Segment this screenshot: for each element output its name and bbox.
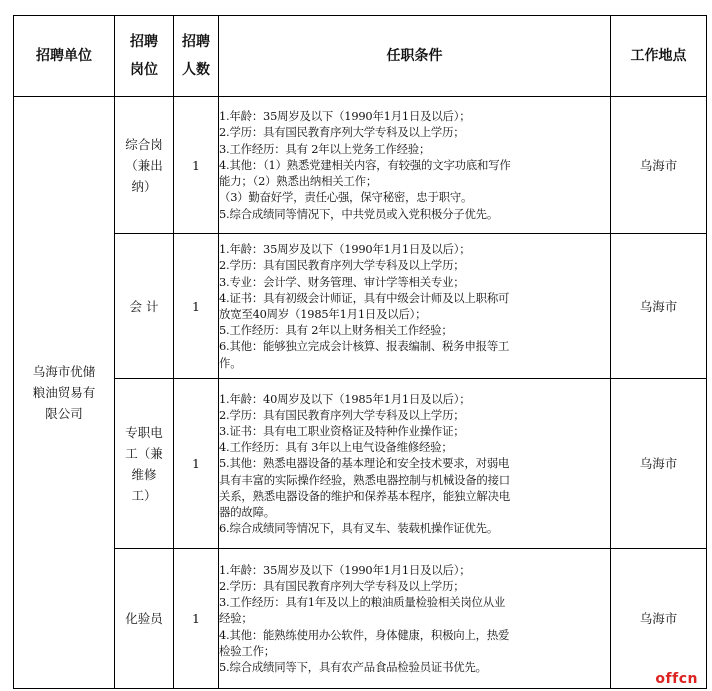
recruitment-table-wrapper (13, 15, 706, 689)
conditions-cell (219, 97, 611, 234)
condition-line: 5.综合成绩同等情况下，中共党员或入党积极分子优先。 (219, 206, 499, 221)
position-cell (115, 97, 174, 234)
conditions-cell (219, 379, 611, 549)
condition-line: 1.年龄：35周岁及以下（1990年1月1日及以后）； (219, 109, 471, 124)
position-line: 化验员 (125, 611, 163, 626)
condition-line: 放宽至40周岁（1985年1月1日及以后）； (219, 307, 427, 321)
condition-line: 经验； (219, 611, 253, 626)
header-unit: 招聘单位 (14, 16, 115, 97)
condition-line: 5.其他：熟悉电器设备的基本理论和安全技术要求，对弱电 (219, 456, 510, 471)
condition-line: 1.年龄：40周岁及以下（1985年1月1日及以后）； (219, 391, 471, 406)
condition-line: 能力；（2）熟悉出纳相关工作； (219, 174, 378, 189)
table-row (14, 379, 707, 549)
condition-line: 6.综合成绩同等情况下，具有叉车、装载机操作证优先。 (219, 521, 499, 536)
recruiting-unit-cell (14, 97, 115, 689)
position-line: 综合岗 (125, 136, 163, 152)
headcount-cell: 1 (174, 549, 219, 689)
condition-line: 1.年龄：35周岁及以下（1990年1月1日及以后）； (219, 562, 471, 577)
condition-line: 检验工作； (219, 643, 275, 658)
header-position-line-1: 招聘 (130, 34, 158, 50)
position-cell (115, 549, 174, 689)
recruitment-table (13, 15, 707, 689)
conditions-cell (219, 234, 611, 379)
position-line: 专职电 (125, 424, 163, 440)
condition-line: 4.工作经历：具有 3年以上电气设备维修经验； (219, 440, 453, 455)
header-location: 工作地点 (611, 16, 707, 97)
condition-line: 作。 (219, 355, 242, 370)
recruiting-unit-line: 粮油贸易有 (32, 385, 96, 400)
condition-line: 3.证书：具有电工职业资格证及特种作业操作证； (219, 423, 465, 438)
position-cell (115, 234, 174, 379)
work-location-cell: 乌海市 (611, 549, 707, 689)
condition-line: （3）勤奋好学，责任心强，保守秘密，忠于职守。 (219, 190, 473, 205)
header-conditions: 任职条件 (219, 16, 611, 97)
position-line: （兼出 (125, 157, 163, 173)
position-line: 工） (131, 487, 157, 503)
header-row (14, 16, 707, 97)
table-body (14, 97, 707, 689)
condition-line: 4.其他：（1）熟悉党建相关内容，有较强的文字功底和写作 (219, 157, 511, 172)
headcount-cell: 1 (174, 379, 219, 549)
table-row (14, 549, 707, 689)
condition-line: 3.工作经历：具有1年及以上的粮油质量检验相关岗位从业 (219, 595, 506, 610)
table-row (14, 234, 707, 379)
work-location-cell: 乌海市 (611, 379, 707, 549)
position-line: 维修 (131, 466, 157, 482)
position-line: 会 计 (129, 298, 159, 314)
work-location-cell: 乌海市 (611, 234, 707, 379)
condition-line: 2.学历：具有国民教育序列大学专科及以上学历； (219, 258, 465, 273)
header-count-line-2: 人数 (182, 62, 210, 78)
headcount-cell: 1 (174, 234, 219, 379)
condition-line: 2.学历：具有国民教育序列大学专科及以上学历； (219, 407, 465, 422)
condition-line: 5.综合成绩同等下，具有农产品食品检验员证书优先。 (219, 660, 487, 674)
table-row (14, 97, 707, 234)
condition-line: 1.年龄：35周岁及以下（1990年1月1日及以后）； (219, 242, 471, 257)
condition-line: 4.证书：具有初级会计师证，具有中级会计师及以上职称可 (219, 290, 510, 305)
condition-line: 2.学历：具有国民教育序列大学专科及以上学历； (219, 125, 465, 140)
condition-line: 3.专业：会计学、财务管理、审计学等相关专业； (219, 274, 465, 289)
work-location-cell: 乌海市 (611, 97, 707, 234)
condition-line: 2.学历：具有国民教育序列大学专科及以上学历； (219, 578, 465, 593)
condition-line: 关系，熟悉电器设备的维护和保养基本程序，能独立解决电 (219, 488, 510, 503)
conditions-cell (219, 549, 611, 689)
header-count-line-1: 招聘 (182, 34, 210, 50)
header-position-line-2: 岗位 (130, 62, 158, 78)
recruiting-unit-line: 乌海市优储 (32, 364, 96, 379)
header-position (115, 16, 174, 97)
condition-line: 器的故障。 (219, 505, 275, 519)
position-cell (115, 379, 174, 549)
condition-line: 4.其他：能熟练使用办公软件，身体健康，积极向上，热爱 (219, 627, 510, 642)
condition-line: 6.其他：能够独立完成会计核算、报表编制、税务申报等工 (219, 339, 510, 354)
position-line: 纳） (131, 178, 157, 194)
offcn-watermark: offcn (655, 671, 698, 687)
condition-line: 具有丰富的实际操作经验，熟悉电器控制与机械设备的接口 (219, 472, 510, 487)
header-count (174, 16, 219, 97)
condition-line: 3.工作经历：具有 2年以上党务工作经验； (219, 141, 431, 156)
condition-line: 5.工作经历：具有 2年以上财务相关工作经验； (219, 323, 453, 338)
headcount-cell: 1 (174, 97, 219, 234)
position-line: 工（兼 (125, 445, 163, 461)
recruiting-unit-line: 限公司 (45, 406, 83, 421)
